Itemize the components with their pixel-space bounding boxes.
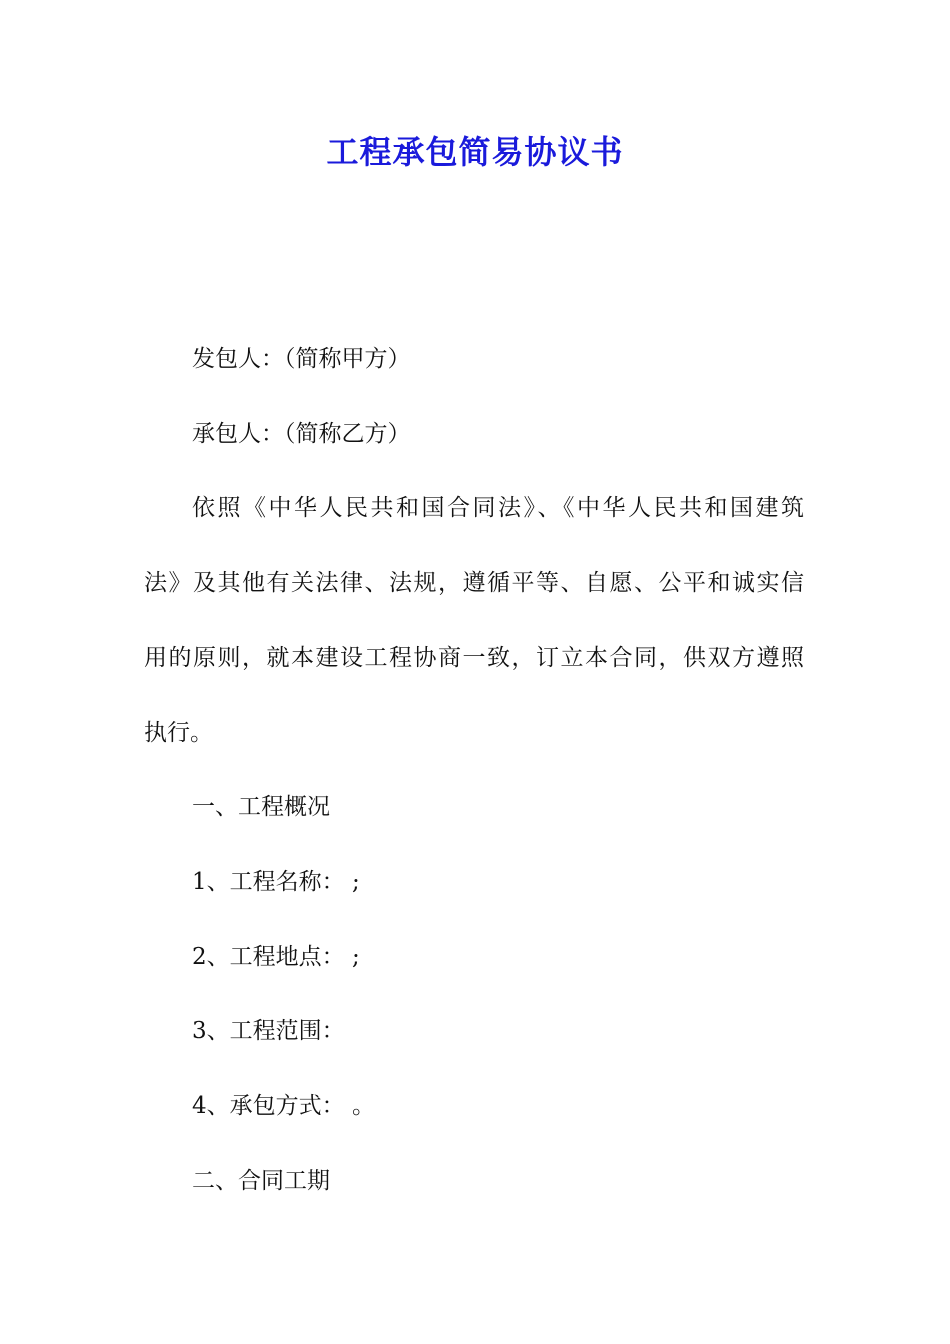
party-a-line: 发包人：（简称甲方） (192, 346, 411, 372)
paragraph-line-2: 法》及其他有关法律、法规，遵循平等、自愿、公平和诚实信 (144, 570, 804, 596)
paragraph-line-3: 用的原则，就本建设工程协商一致，订立本合同，供双方遵照 (144, 645, 804, 671)
item-project-scope: 3、工程范围： (192, 1018, 345, 1044)
paragraph-line-4: 执行。 (144, 720, 213, 746)
item-project-name: 1、工程名称： ; (192, 869, 360, 895)
item-project-location: 2、工程地点： ; (192, 944, 360, 970)
paragraph-line-1: 依照《中华人民共和国合同法》、《中华人民共和国建筑 (192, 495, 804, 521)
item-contract-method: 4、承包方式： 。 (192, 1093, 375, 1119)
section-heading-overview: 一、工程概况 (192, 794, 330, 820)
party-b-line: 承包人：（简称乙方） (192, 421, 411, 447)
section-heading-period: 二、合同工期 (192, 1168, 330, 1194)
document-title: 工程承包简易协议书 (326, 133, 624, 171)
